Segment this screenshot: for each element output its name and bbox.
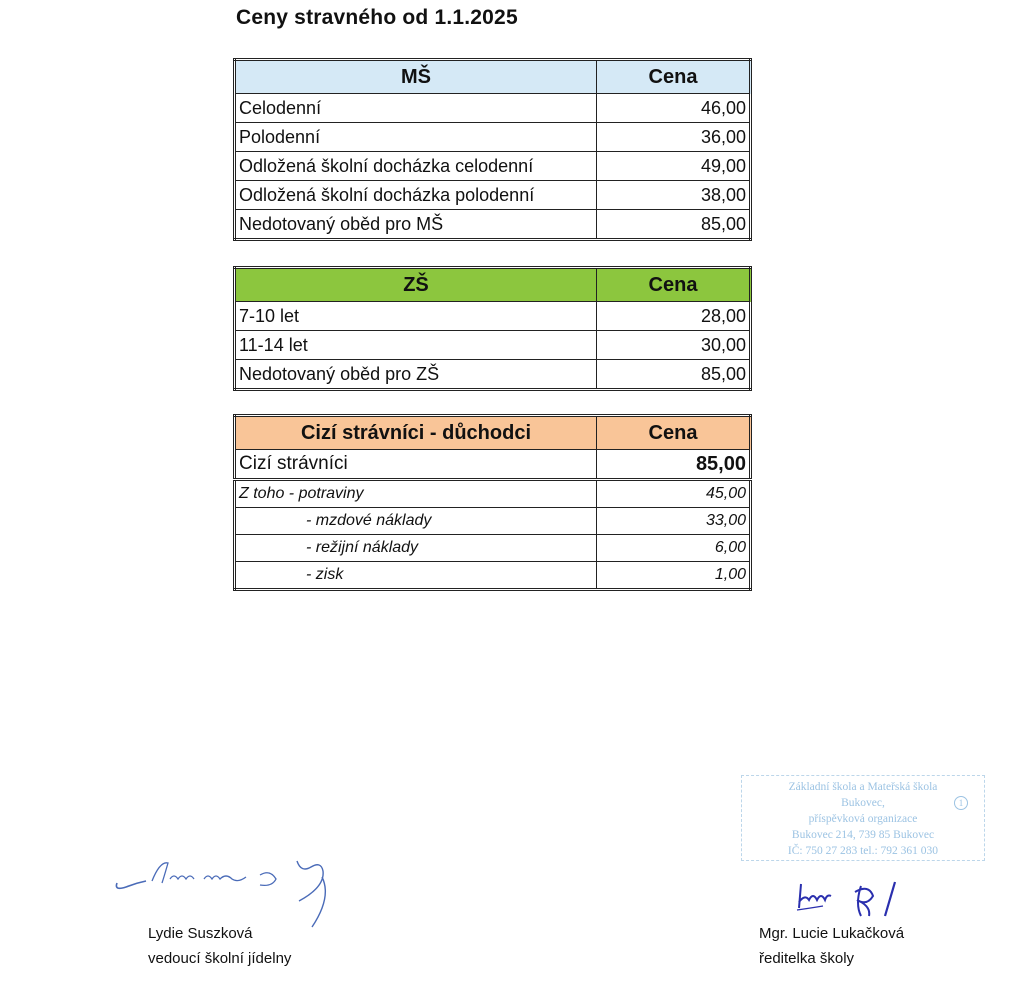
row-price: 28,00 [597,302,751,331]
row-price: 85,00 [597,210,751,240]
row-price: 46,00 [597,94,751,123]
stamp-line: Bukovec, [841,797,885,809]
price-header: Cena [597,60,751,94]
row-label: Cizí strávníci [235,450,597,480]
signature-block-right [759,921,904,971]
stamp-line: Bukovec 214, 739 85 Bukovec [791,829,935,841]
table-row [235,302,751,331]
table-row [235,152,751,181]
row-label: - mzdové náklady [235,508,597,535]
category-header: ZŠ [235,268,597,302]
signature-left-handwriting [112,855,362,930]
table-row-total [235,450,751,480]
table-row [235,331,751,360]
stamp-line: Základní škola a Mateřská škola [788,781,938,793]
category-header: MŠ [235,60,597,94]
signatory-name: Mgr. Lucie Lukačková [759,925,905,942]
signature-block-left [148,921,291,971]
category-header: Cizí strávníci - důchodci [235,416,597,450]
table-row [235,181,751,210]
price-header: Cena [597,416,751,450]
row-price: 30,00 [597,331,751,360]
table-header-row [235,268,751,302]
row-label: - zisk [235,562,597,590]
table-header-row [235,416,751,450]
row-price: 36,00 [597,123,751,152]
row-label: Nedotovaný oběd pro MŠ [235,210,597,240]
price-header: Cena [597,268,751,302]
table-row [235,360,751,390]
row-label: Polodenní [235,123,597,152]
table-row [235,123,751,152]
table-row [235,210,751,240]
row-price: 38,00 [597,181,751,210]
row-label: 11-14 let [235,331,597,360]
external-diners-price-table [233,414,752,591]
row-label: Z toho - potraviny [235,480,597,508]
row-price: 85,00 [597,360,751,390]
row-price: 33,00 [597,508,751,535]
table-header-row [235,60,751,94]
row-price: 45,00 [597,480,751,508]
stamp-line: IČ: 750 27 283 tel.: 792 361 030 [787,845,939,857]
row-label: Nedotovaný oběd pro ZŠ [235,360,597,390]
row-price: 1,00 [597,562,751,590]
row-label: 7-10 let [235,302,597,331]
stamp-line: příspěvková organizace [808,813,918,825]
row-price: 6,00 [597,535,751,562]
ms-price-table [233,58,752,241]
row-label: Celodenní [235,94,597,123]
table-row [235,94,751,123]
row-price: 85,00 [597,450,751,480]
row-price: 49,00 [597,152,751,181]
table-row-breakdown [235,480,751,508]
row-label: - režijní náklady [235,535,597,562]
signatory-name: Lydie Suszková [148,925,253,942]
table-row-breakdown [235,535,751,562]
zs-price-table [233,266,752,391]
signatory-role: vedoucí školní jídelny [148,950,292,967]
row-label: Odložená školní docházka celodenní [235,152,597,181]
page-title: Ceny stravného od 1.1.2025 [236,6,518,29]
signature-right-handwriting [795,878,945,922]
stamp-number-mark: 1 [954,796,968,810]
table-row-breakdown [235,508,751,535]
table-row-breakdown [235,562,751,590]
signatory-role: ředitelka školy [759,950,855,967]
school-stamp [741,775,985,861]
row-label: Odložená školní docházka polodenní [235,181,597,210]
